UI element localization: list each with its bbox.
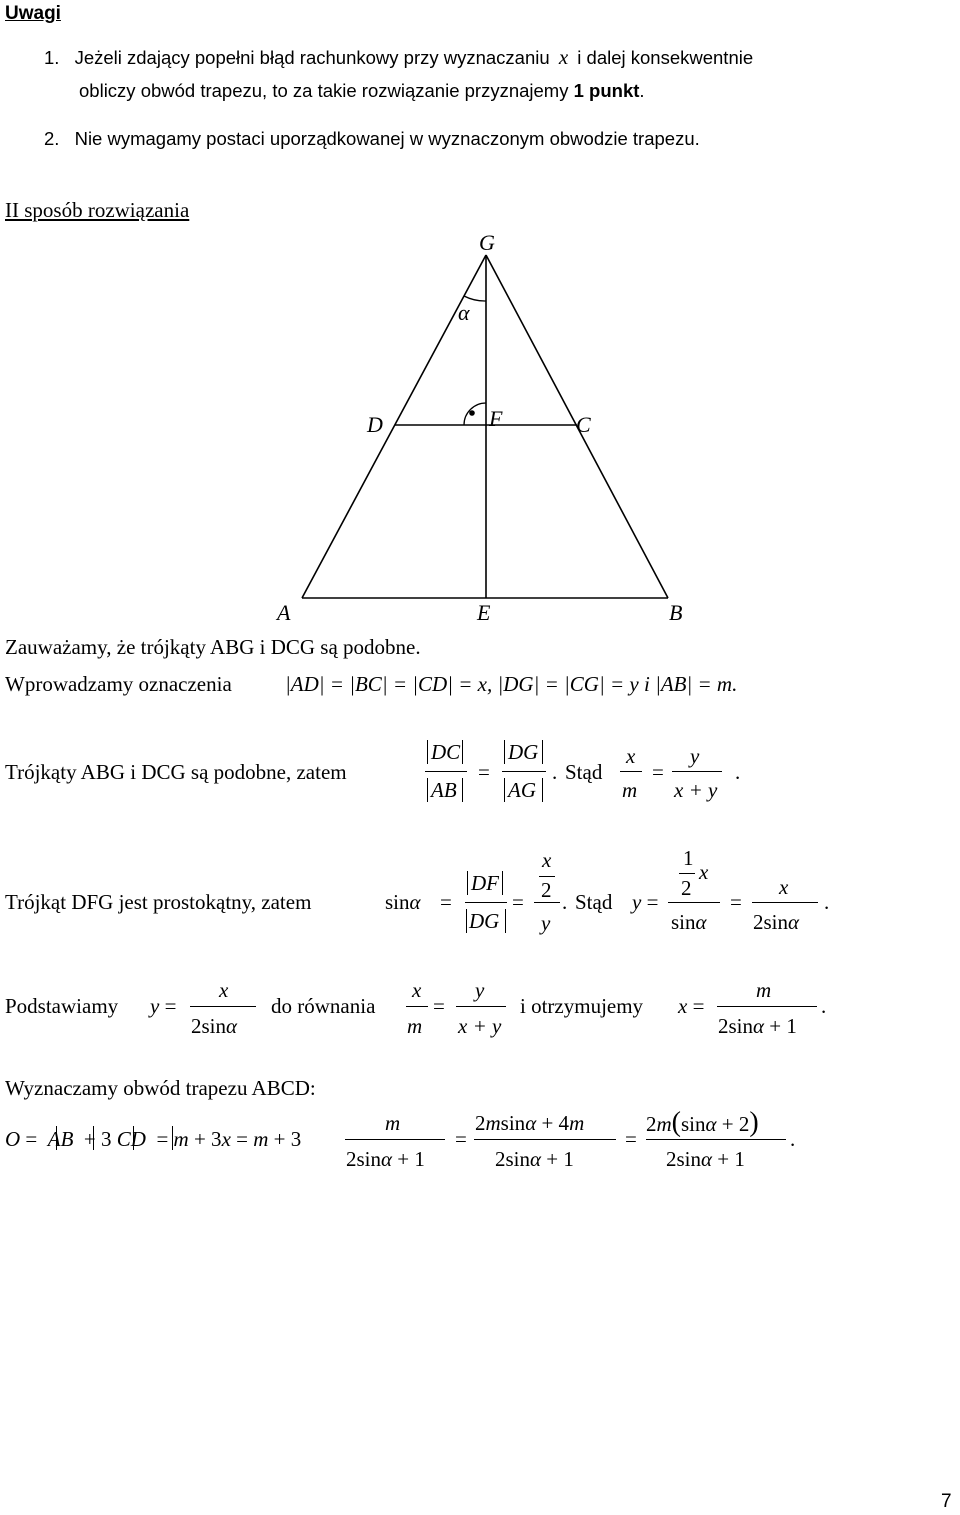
abs-bar <box>542 740 543 764</box>
eq-x-plus-y: x + y <box>458 1014 502 1038</box>
abs-bar <box>462 740 463 764</box>
compound-y: y <box>541 911 551 935</box>
ratio-ab: AB <box>431 778 457 802</box>
ratio-dc: DC <box>431 740 461 764</box>
abs-bar <box>427 740 428 764</box>
right-angle-arc <box>464 403 486 425</box>
abs-bar <box>133 1126 134 1150</box>
per-num-3: 2m(sinα + 2) <box>646 1107 759 1138</box>
y-equals-2: y = <box>150 994 177 1018</box>
period: . <box>735 760 741 784</box>
abs-bar <box>172 1126 173 1150</box>
per-den-3: 2sinα + 1 <box>666 1147 745 1171</box>
abs-bar <box>504 778 505 802</box>
notation-label: Wprowadzamy oznaczenia <box>5 672 232 696</box>
num-x-2: x <box>219 978 229 1002</box>
ratio-dg-2: DG <box>469 909 500 933</box>
page-number: 7 <box>941 1491 952 1512</box>
fraction-bar <box>502 771 546 772</box>
label-b: B <box>669 600 683 625</box>
half-x: x <box>699 860 709 884</box>
equals-sign: = <box>512 890 524 914</box>
x-equals: x = <box>678 994 705 1018</box>
abs-bar <box>427 778 428 802</box>
fraction-bar <box>668 902 720 903</box>
fraction-bar <box>345 1139 445 1140</box>
equals-sign: = <box>730 890 742 914</box>
otrzymujemy: i otrzymujemy <box>520 994 644 1018</box>
abs-bar <box>462 778 463 802</box>
frac-x-plus-y: x + y <box>674 778 718 802</box>
label-alpha: α <box>458 300 470 325</box>
abs-bar <box>504 740 505 764</box>
half-1: 1 <box>683 846 694 870</box>
period: . <box>562 890 568 914</box>
notation-expression: |AD| = |BC| = |CD| = x, |DG| = |CG| = y i |AB| = m. <box>285 672 738 696</box>
eq-x: x <box>412 978 422 1002</box>
label-g: G <box>479 230 495 255</box>
per-num-2: 2msinα + 4m <box>475 1111 585 1135</box>
stad-1: Stąd <box>565 760 603 784</box>
fraction-bar <box>456 1006 506 1007</box>
do-rownania: do równania <box>271 994 376 1018</box>
equals-sign: = <box>440 890 452 914</box>
label-e: E <box>477 600 491 625</box>
perimeter-lhs: O = AB + 3 CD = m + 3x = m + 3 <box>5 1127 302 1151</box>
compound-2: 2 <box>541 878 552 902</box>
per-den-1: 2sinα + 1 <box>346 1147 425 1171</box>
abs-bar <box>466 909 467 933</box>
num-m: m <box>756 978 772 1002</box>
right-angle-dot <box>469 410 475 416</box>
period: . <box>824 890 830 914</box>
heading: Uwagi <box>5 3 61 24</box>
fraction-bar <box>679 873 695 874</box>
abs-bar <box>56 1126 57 1150</box>
eq-m: m <box>407 1014 423 1038</box>
abs-bar <box>93 1126 94 1150</box>
label-c: C <box>576 412 591 437</box>
fraction-bar <box>425 771 467 772</box>
frac-m: m <box>622 778 638 802</box>
ratio-ag: AG <box>508 778 536 802</box>
sin-alpha: sinα <box>385 890 421 914</box>
fraction-bar <box>672 771 722 772</box>
fraction-bar <box>752 902 818 903</box>
fraction-bar <box>534 902 560 903</box>
abs-bar <box>542 778 543 802</box>
fraction-bar <box>465 902 507 903</box>
fraction-bar <box>539 876 555 877</box>
note-1-points: 1 punkt <box>573 80 640 101</box>
period: . <box>552 760 558 784</box>
abs-bar <box>502 871 503 895</box>
two-sin-alpha: 2sinα <box>753 910 800 934</box>
equals-sign: = <box>455 1127 467 1151</box>
y-equals: y = <box>632 890 659 914</box>
equals-sign: = <box>652 760 664 784</box>
fraction-bar <box>717 1006 817 1007</box>
trapezoid-figure <box>0 0 960 640</box>
perimeter-label: Wyznaczamy obwód trapezu ABCD: <box>5 1076 316 1100</box>
note-1-var: x <box>558 45 569 69</box>
note-1-text-cont: i dalej konsekwentnie <box>577 47 754 68</box>
note-1-end: . <box>639 80 645 101</box>
abs-bar <box>467 871 468 895</box>
fraction-bar <box>646 1139 786 1140</box>
ratio-df: DF <box>471 871 499 895</box>
equals-sign: = <box>478 760 490 784</box>
fraction-bar <box>406 1006 428 1007</box>
equals-sign: = <box>433 994 445 1018</box>
num-x: x <box>779 875 789 899</box>
compound-x: x <box>542 848 552 872</box>
note-2-number: 2. <box>44 128 60 149</box>
eq-y: y <box>475 978 485 1002</box>
abs-bar <box>505 909 506 933</box>
label-a: A <box>277 600 291 625</box>
right-label: Trójkąt DFG jest prostokątny, zatem <box>5 890 312 914</box>
similar-statement: Zauważamy, że trójkąty ABG i DCG są podobne. <box>5 635 421 659</box>
label-f: F <box>489 406 503 431</box>
period: . <box>790 1127 796 1151</box>
den-2sin-plus-1: 2sinα + 1 <box>718 1014 797 1038</box>
stad-2: Stąd <box>575 890 613 914</box>
note-1-text: Jeżeli zdający popełni błąd rachunkowy przy wyznaczaniu <box>74 47 550 68</box>
fraction-bar <box>474 1139 616 1140</box>
note-1-number: 1. <box>44 47 60 68</box>
label-d: D <box>367 412 383 437</box>
fraction-bar <box>190 1006 256 1007</box>
ratio-dg: DG <box>508 740 539 764</box>
per-den-2: 2sinα + 1 <box>495 1147 574 1171</box>
half-2: 2 <box>681 876 692 900</box>
equals-sign: = <box>625 1127 637 1151</box>
note-2-text: Nie wymagamy postaci uporządkowanej w wyznaczonym obwodzie trapezu. <box>74 128 700 149</box>
period: . <box>821 994 827 1018</box>
similar2-label: Trójkąty ABG i DCG są podobne, zatem <box>5 760 347 784</box>
two-sin-alpha-2: 2sinα <box>191 1014 238 1038</box>
sub-label: Podstawiamy <box>5 994 119 1018</box>
note-1-line-2-text: obliczy obwód trapezu, to za takie rozwiązanie przyznajemy <box>79 80 569 101</box>
frac-x: x <box>626 744 636 768</box>
per-num-m: m <box>385 1111 401 1135</box>
fraction-bar <box>620 771 642 772</box>
method-title: II sposób rozwiązania <box>5 198 190 222</box>
frac-y: y <box>690 744 700 768</box>
sin-alpha-den: sinα <box>671 910 707 934</box>
